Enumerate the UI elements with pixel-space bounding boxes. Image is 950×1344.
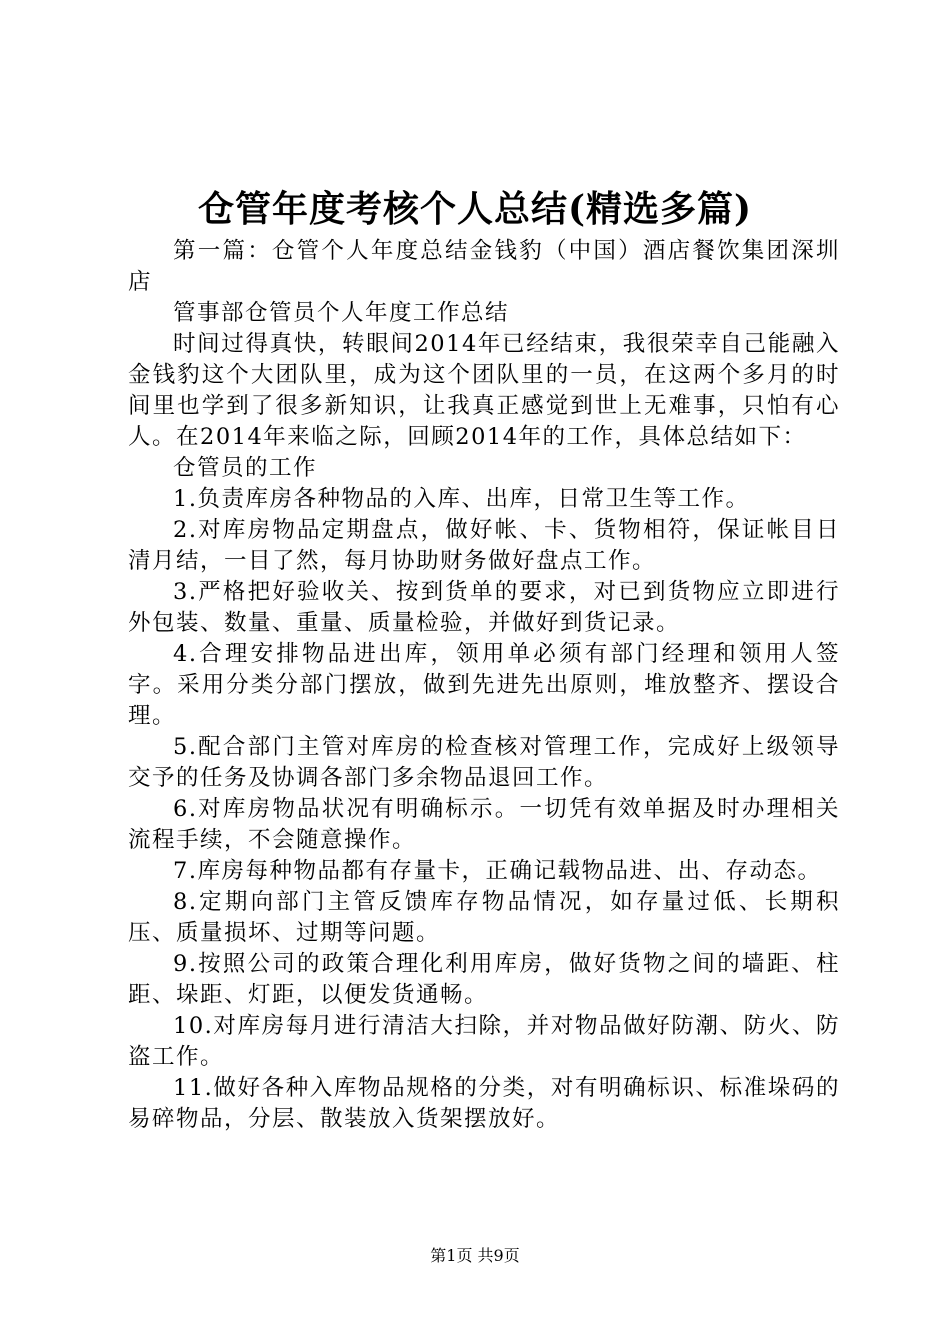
list-item: 5.配合部门主管对库房的检查核对管理工作，完成好上级领导交予的任务及协调各部门多余物品退回工作。 bbox=[128, 734, 840, 791]
list-item: 6.对库房物品状况有明确标示。一切凭有效单据及时办理相关流程手续，不会随意操作。 bbox=[128, 796, 840, 853]
list-item: 2.对库房物品定期盘点，做好帐、卡、货物相符，保证帐目日清月结，一目了然，每月协助财务做好盘点工作。 bbox=[128, 517, 840, 574]
document-body bbox=[128, 236, 840, 1135]
list-item: 4.合理安排物品进出库，领用单必须有部门经理和领用人签字。采用分类分部门摆放，做到先进先出原则，堆放整齐、摆设合理。 bbox=[128, 641, 840, 729]
document-title: 仓管年度考核个人总结(精选多篇) bbox=[197, 188, 753, 230]
page-number-footer: 第1页 共9页 bbox=[430, 1246, 520, 1265]
paragraph: 时间过得真快，转眼间2014年已经结束，我很荣幸自己能融入金钱豹这个大团队里，成为这个团队里的一员，在这两个多月的时间里也学到了很多新知识，让我真正感觉到世上无难事，只怕有心人。在2014年来临之际，回顾2014年的工作，具体总结如下： bbox=[128, 331, 840, 450]
list-item: 10.对库房每月进行清洁大扫除，并对物品做好防潮、防火、防盗工作。 bbox=[128, 1013, 840, 1070]
list-item: 7.库房每种物品都有存量卡，正确记载物品进、出、存动态。 bbox=[173, 858, 822, 884]
paragraph: 第一篇：仓管个人年度总结金钱豹（中国）酒店餐饮集团深圳店 bbox=[128, 238, 840, 295]
list-item: 3.严格把好验收关、按到货单的要求，对已到货物应立即进行外包装、数量、重量、质量检验，并做好到货记录。 bbox=[128, 579, 840, 636]
list-item: 8.定期向部门主管反馈库存物品情况，如存量过低、长期积压、质量损坏、过期等问题。 bbox=[128, 889, 840, 946]
paragraph: 管事部仓管员个人年度工作总结 bbox=[173, 300, 510, 326]
list-item: 9.按照公司的政策合理化利用库房，做好货物之间的墙距、柱距、垛距、灯距，以便发货通畅。 bbox=[128, 951, 840, 1008]
list-item: 11.做好各种入库物品规格的分类，对有明确标识、标准垛码的易碎物品，分层、散装放入货架摆放好。 bbox=[128, 1075, 840, 1132]
paragraph: 仓管员的工作 bbox=[173, 455, 318, 481]
list-item: 1.负责库房各种物品的入库、出库，日常卫生等工作。 bbox=[173, 486, 750, 512]
